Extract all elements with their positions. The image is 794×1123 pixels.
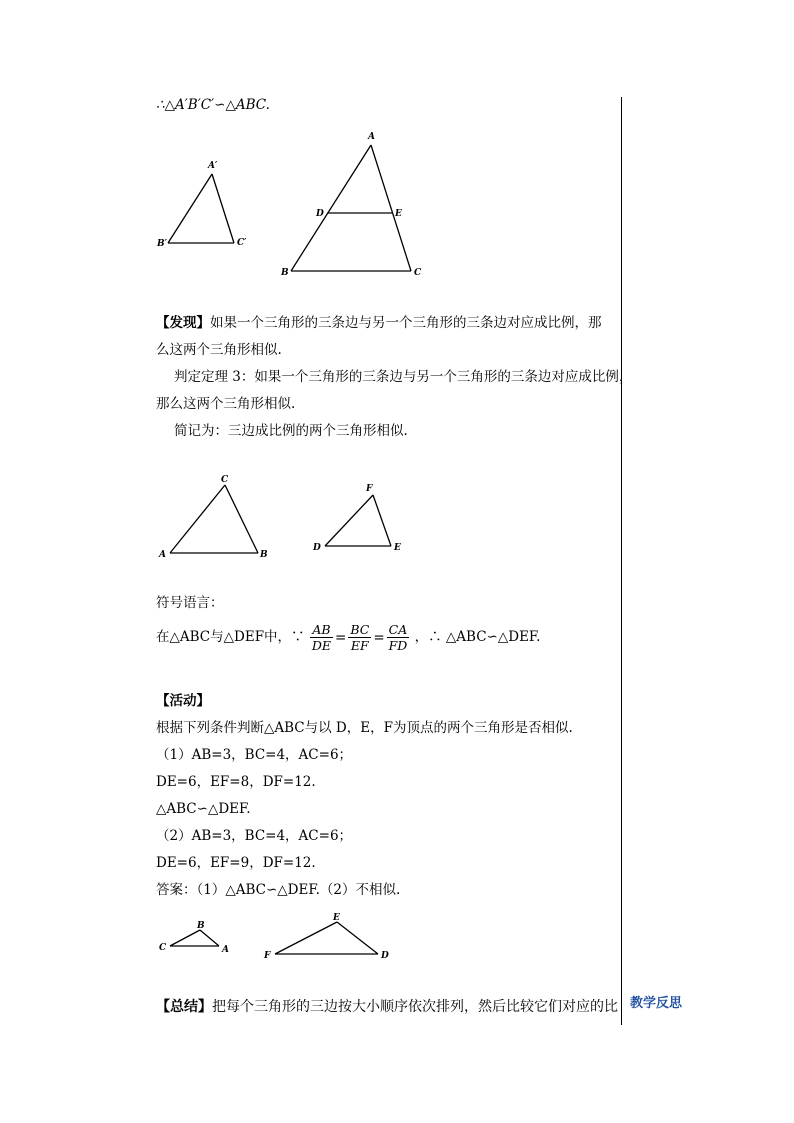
equals-sign: = <box>373 629 385 646</box>
activity-case2-b: DE=6，EF=9，DF=12. <box>156 855 316 871</box>
label-a2: A <box>159 550 166 560</box>
frac-num: BC <box>350 622 370 637</box>
label-b-prime: B′ <box>157 239 167 249</box>
theorem-short: 简记为：三边成比例的两个三角形相似. <box>174 423 408 439</box>
edge-bc3 <box>170 930 200 946</box>
label-a: A <box>368 132 375 142</box>
summary-heading: 【总结】 <box>156 999 212 1015</box>
activity-case1-c: △ABC∽△DEF. <box>156 801 251 817</box>
symbol-heading: 符号语言： <box>156 595 224 611</box>
label-a-prime: A′ <box>208 161 218 171</box>
frac-num: CA <box>387 622 410 638</box>
label-b2: B <box>260 550 268 560</box>
label-a3: A <box>222 945 229 955</box>
edge-ba3 <box>200 930 219 946</box>
activity-answer: 答案：（1）△ABC∽△DEF.（2）不相似. <box>156 882 401 898</box>
frac-den: EF <box>350 638 369 653</box>
equals-sign: = <box>335 629 347 646</box>
label-d2: D <box>313 543 321 553</box>
label-e: E <box>395 209 402 219</box>
label-b: B <box>281 268 289 278</box>
conclusion-line: ∴△A′B′C′∽△ABC. <box>156 97 270 113</box>
activity-case2-a: （2）AB=3，BC=4，AC=6； <box>156 828 353 844</box>
label-c: C <box>414 268 422 278</box>
discovery-text-1: 如果一个三角形的三条边与另一个三角形的三条边对应成比例，那 <box>210 315 602 331</box>
summary-line <box>156 998 618 1016</box>
edge-ed3 <box>337 922 378 954</box>
theorem-line-2: 那么这两个三角形相似. <box>156 396 296 412</box>
label-f2: F <box>366 484 373 494</box>
label-d: D <box>316 209 324 219</box>
label-c-prime: C′ <box>237 238 247 248</box>
activity-heading: 【活动】 <box>156 693 210 709</box>
label-c2: C <box>221 475 229 485</box>
activity-case1-b: DE=6，EF=8，DF=12. <box>156 774 316 790</box>
label-c3: C <box>159 943 167 953</box>
activity-case1-a: （1）AB=3，BC=4，AC=6； <box>156 747 353 763</box>
symbol-prefix: 在△ABC与△DEF中，∵ <box>156 629 305 645</box>
label-e2: E <box>394 543 401 553</box>
teaching-reflection-label: 教学反思 <box>630 996 683 1011</box>
label-e3: E <box>333 913 340 923</box>
summary-text: 把每个三角形的三边按大小顺序依次排列，然后比较它们对应的比 <box>212 999 618 1015</box>
frac-den: DE <box>311 638 332 653</box>
discovery-heading: 【发现】 <box>156 315 210 331</box>
theorem-line-1: 判定定理 3：如果一个三角形的三条边与另一个三角形的三条边对应成比例， <box>174 369 633 385</box>
label-f3: F <box>264 951 271 961</box>
label-d3: D <box>381 951 389 961</box>
symbol-suffix: ，∴ △ABC∽△DEF. <box>414 629 541 645</box>
edge-ef3 <box>275 922 337 954</box>
label-b3: B <box>197 921 205 931</box>
frac-num: AB <box>310 622 333 638</box>
activity-intro: 根据下列条件判断△ABC与以 D，E，F为顶点的两个三角形是否相似. <box>156 720 573 736</box>
discovery-line-2: 么这两个三角形相似. <box>156 342 282 358</box>
frac-den: FD <box>388 638 408 653</box>
